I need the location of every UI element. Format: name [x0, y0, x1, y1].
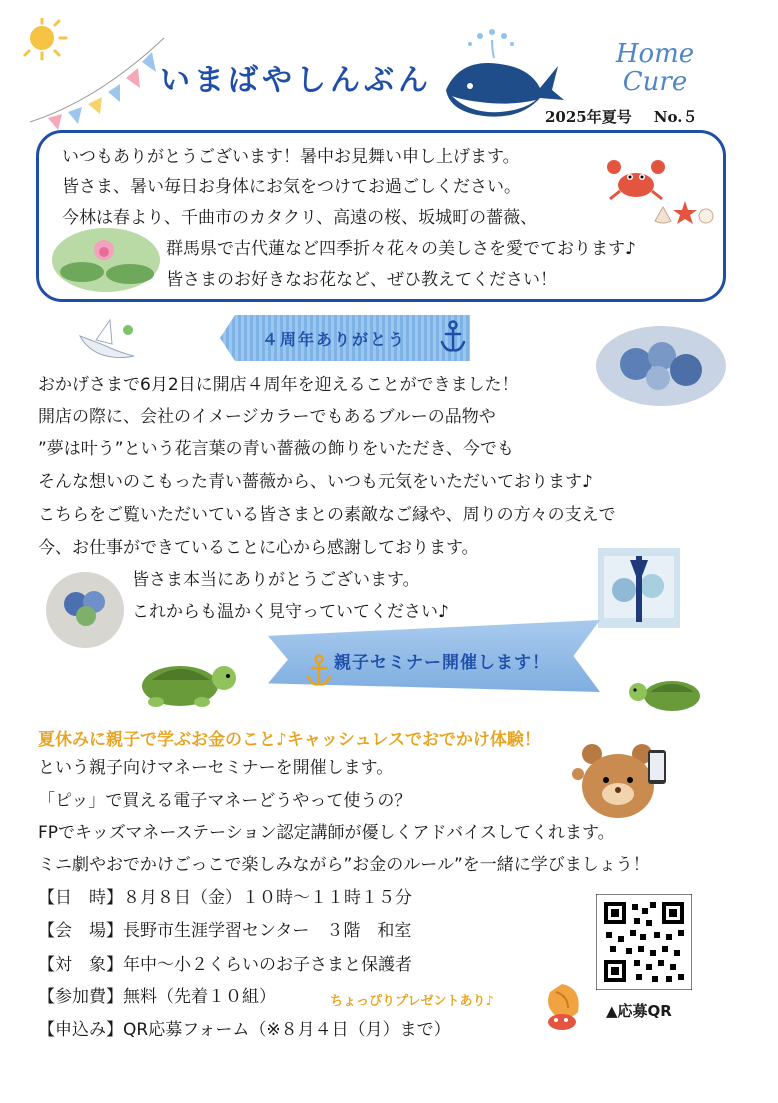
detail-value: ８月８日（金）１０時～１１時１５分: [123, 888, 412, 908]
detail-date: [38, 888, 412, 908]
anniversary-line: これからも温かく見守っていてください♪: [132, 602, 449, 622]
seminar-line: という親子向けマネーセミナーを開催します。: [38, 758, 394, 778]
anniversary-line: 開店の際に、会社のイメージカラーでもあるブルーの品物や: [38, 407, 496, 427]
brand-line-cure: Cure: [622, 67, 688, 97]
greeting-line: 今林は春より、千曲市のカタクリ、高遠の桜、坂城町の薔薇、: [62, 208, 538, 228]
seminar-heading: 親子セミナー開催します！: [334, 653, 550, 673]
anchor-icon: [304, 654, 334, 688]
hermit-crab-icon: [538, 982, 586, 1034]
bear-icon: [568, 740, 680, 820]
blue-box-photo: [596, 546, 682, 630]
seagull-icon: [76, 316, 140, 360]
detail-fee: [38, 987, 276, 1007]
seminar-line: FPでキッズマネーステーション認定講師が優しくアドバイスしてくれます。: [38, 823, 615, 843]
issue-number: No.５: [653, 108, 698, 126]
seminar-line: ミニ劇やおでかけごっこで楽しみながら”お金のルール”を一緒に学びましょう！: [38, 855, 650, 875]
detail-value: 年中～小２くらいのお子さまと保護者: [123, 955, 412, 975]
flower-photo: [46, 572, 124, 648]
starfish-icon: [672, 200, 698, 226]
turtle-icon: [626, 672, 706, 714]
detail-venue: [38, 921, 411, 941]
lotus-photo: [52, 228, 160, 292]
detail-label: 【申込み】: [38, 1020, 123, 1040]
qr-caption: ▲応募QR: [606, 1002, 672, 1020]
qr-code[interactable]: [596, 894, 692, 990]
detail-label: 【対 象】: [38, 955, 123, 975]
detail-value: 長野市生涯学習センター ３階 和室: [123, 921, 412, 941]
detail-value: 無料（先着１０組）: [123, 987, 276, 1007]
blue-rose-photo: [596, 326, 726, 406]
detail-label: 【日 時】: [38, 888, 123, 908]
shell-icon: [654, 206, 672, 224]
anniversary-line: そんな想いのこもった青い薔薇から、いつも元気をいただいております♪: [38, 472, 593, 492]
present-note: ちょっぴりプレゼントあり♪: [330, 994, 494, 1009]
detail-label: 【参加費】: [38, 987, 123, 1007]
anniversary-line: ”夢は叶う”という花言葉の青い薔薇の飾りをいただき、今でも: [38, 439, 514, 459]
brand-line-home: Home: [615, 39, 695, 69]
greeting-line: 皆さまのお好きなお花など、ぜひ教えてください！: [166, 270, 557, 290]
page-title: いまばやしんぶん: [160, 63, 432, 98]
turtle-icon: [134, 650, 242, 708]
anniversary-line: こちらをご覧いただいている皆さまとの素敵なご縁や、周りの方々の支えで: [38, 505, 616, 525]
greeting-line: いつもありがとうございます！暑中お見舞い申し上げます。: [62, 147, 520, 167]
detail-label: 【会 場】: [38, 921, 123, 941]
anniversary-heading: ４周年ありがとう: [262, 330, 407, 349]
detail-target: [38, 955, 412, 975]
issue-season: 2025年夏号: [545, 108, 632, 126]
anniversary-line: 皆さま本当にありがとうございます。: [132, 570, 420, 590]
greeting-line: 群馬県で古代蓮など四季折々花々の美しさを愛でております♪: [166, 239, 636, 259]
seminar-highlight: 夏休みに親子で学ぶお金のこと♪キャッシュレスでおでかけ体験！: [38, 730, 541, 750]
anchor-icon: [438, 320, 468, 354]
shell-icon: [698, 208, 714, 224]
anniversary-line: 今、お仕事ができていることに心から感謝しております。: [38, 538, 479, 558]
issue-label: [545, 106, 697, 127]
greeting-line: 皆さま、暑い毎日お身体にお気をつけてお過ごしください。: [62, 177, 521, 197]
anniversary-line: おかげさまで6月2日に開店４周年を迎えることができました！: [38, 375, 519, 395]
crab-icon: [606, 155, 666, 205]
detail-apply: [38, 1020, 451, 1040]
bunting-icon: [28, 30, 168, 130]
seminar-line: 「ピッ」で買える電子マネーどうやって使うの？: [38, 791, 412, 811]
detail-value: QR応募フォーム（※８月４日（月）まで）: [123, 1020, 451, 1040]
brand-logo: [600, 40, 710, 96]
